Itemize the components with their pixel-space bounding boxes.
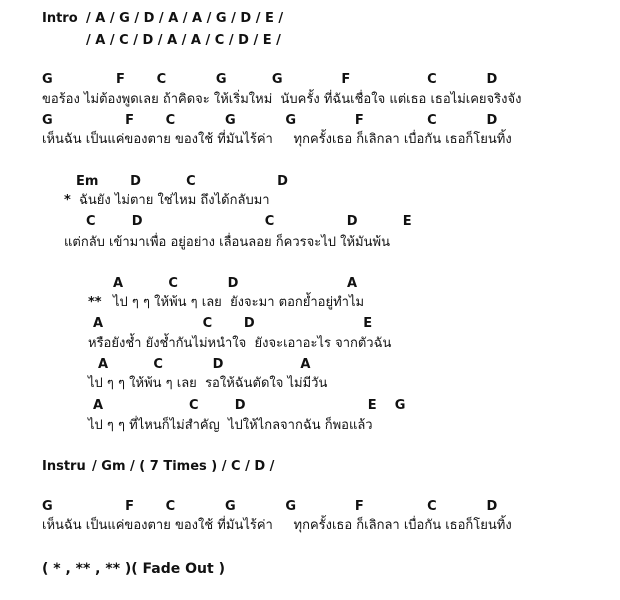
chorus-lyric-4: ไป ๆ ๆ ที่ไหนก็ไม่สำคัญ ไปให้ไกลจากฉัน ก็พอแล้ว	[88, 418, 373, 433]
bridge-lyric-1: ฉันยัง ไม่ตาย ใช่ไหม ถึงได้กลับมา	[79, 193, 270, 208]
chorus-chords-2: A C D E	[93, 316, 373, 331]
chorus-chords-3: A C D A	[98, 357, 311, 372]
bridge-chords-2: C D C D E	[86, 214, 412, 229]
bridge-mark: *	[64, 193, 71, 208]
intro-chords-line-1: / A / G / D / A / A / G / D / E /	[86, 11, 284, 26]
bridge-lyric-2: แต่กลับ เข้ามาเพื่อ อยู่อย่าง เลื่อนลอย ก็ควรจะไป ให้มันพ้น	[64, 235, 390, 250]
ending-instruction: ( * , ** , ** )( Fade Out )	[42, 561, 225, 577]
intro-chords-line-2: / A / C / D / A / A / C / D / E /	[86, 33, 281, 48]
instru-label: Instru	[42, 459, 86, 474]
chorus-lyric-1: ไป ๆ ๆ ให้พ้น ๆ เลย ยังจะมา ตอกย้ำอยู่ทำไม	[113, 295, 365, 310]
intro-label: Intro	[42, 11, 78, 26]
verse-lyric-2: เห็นฉัน เป็นแค่ของตาย ของใช้ ที่มันไร้ค่า ทุกครั้งเธอ ก็เลิกลา เบื่อกัน เธอก็โยนทิ้ง	[42, 132, 512, 147]
verse-chords-1: G F C G G F C D	[42, 72, 498, 87]
chorus-chords-4: A C D E G	[93, 398, 406, 413]
chorus-lyric-3: ไป ๆ ๆ ให้พ้น ๆ เลย รอให้ฉันตัดใจ ไม่มีวัน	[88, 376, 328, 391]
verse-lyric-1: ขอร้อง ไม่ต้องพูดเลย ถ้าคิดจะ ให้เริ่มใหม่ นับครั้ง ที่ฉันเชื่อใจ แต่เธอ เธอไม่เคยจริงจัง	[42, 92, 522, 107]
outro-chords: G F C G G F C D	[42, 499, 498, 514]
chorus-mark: **	[88, 295, 102, 310]
instru-chords: / Gm / ( 7 Times ) / C / D /	[92, 459, 275, 474]
chorus-lyric-2: หรือยังช้ำ ยังช้ำกันไม่หนำใจ ยังจะเอาอะไร จากตัวฉัน	[88, 336, 392, 351]
bridge-chords-1: Em D C D	[76, 174, 288, 189]
chorus-chords-1: A C D A	[113, 276, 358, 291]
verse-chords-2: G F C G G F C D	[42, 113, 498, 128]
outro-lyric: เห็นฉัน เป็นแค่ของตาย ของใช้ ที่มันไร้ค่า ทุกครั้งเธอ ก็เลิกลา เบื่อกัน เธอก็โยนทิ้ง	[42, 518, 512, 533]
